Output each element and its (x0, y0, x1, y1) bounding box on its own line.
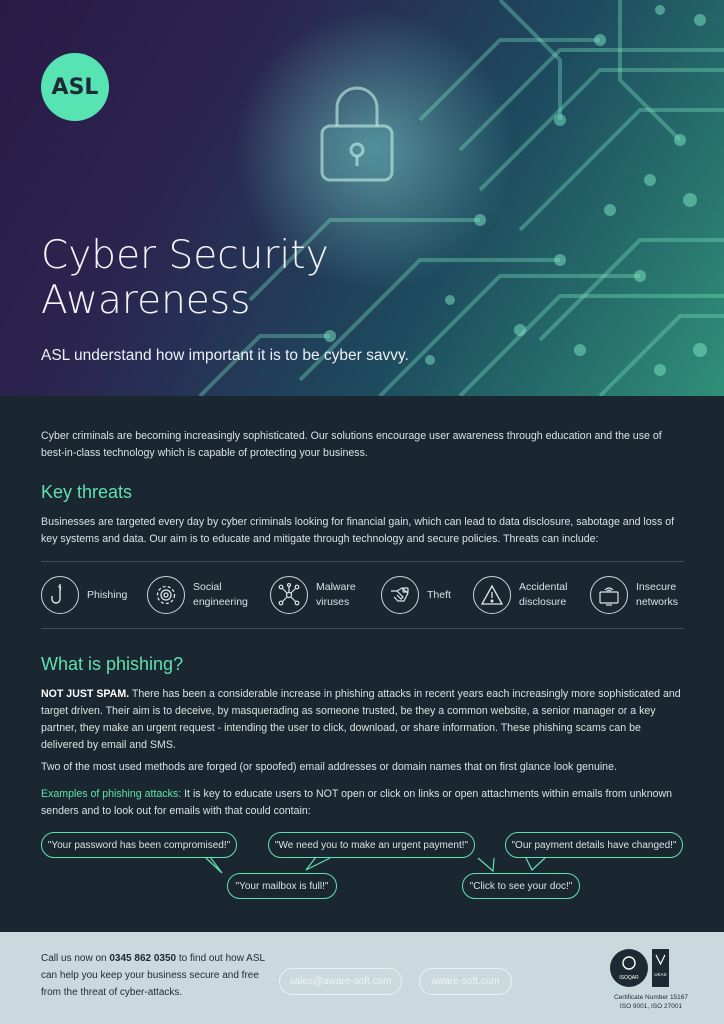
examples-body: It is key to educate users to NOT open or click on links or open attachments within emails from unknown senders and to look out for emails with that could contain: (41, 788, 673, 817)
phishing-example-bubble: "Your mailbox is full!" (227, 873, 337, 899)
certificate-info (596, 993, 706, 1011)
contact-text (41, 950, 281, 1001)
ukas-badge-text: UKAS (654, 972, 667, 977)
threat-label: Theft (427, 588, 451, 601)
phishing-example-bubble: "Your password has been compromised!" (41, 832, 237, 858)
certification-badges (609, 948, 669, 990)
phishing-example-bubble: "We need you to make an urgent payment!" (268, 832, 475, 858)
website-link[interactable]: aware-soft.com (419, 968, 512, 995)
threat-label: Phishing (87, 588, 128, 601)
page-title: Cyber Security Awareness (41, 233, 329, 323)
ukas-badge-icon (652, 949, 669, 987)
key-threats-paragraph: Businesses are targeted every day by cyber criminals looking for financial gain, which can lead to data disclosure, sabotage and loss of key systems and data. Our aim is to educate and mitigate through technology and secure policies. Threats can include: (41, 516, 675, 545)
methods-paragraph: Two of the most used methods are forged (or spoofed) email addresses or domain names that on first glance look genuine. (41, 761, 617, 773)
certificate-number: Certificate Number 15167 (613, 994, 689, 1001)
key-threats-heading: Key threats (41, 482, 133, 502)
email-link[interactable]: sales@aware-soft.com (279, 968, 402, 995)
call-suffix: to find out how ASL can help you keep your business secure and free from the threat of cyber-attacks. (41, 953, 265, 998)
lead-text: NOT JUST SPAM. (41, 688, 130, 700)
phishing-example-bubble: "Our payment details have changed!" (505, 832, 683, 858)
isoqar-badge-text: ISOQAR (619, 975, 639, 981)
threat-label: Social engineering (193, 581, 248, 608)
iso-standards: ISO 9001, ISO 27001 (619, 1003, 683, 1010)
phishing-heading: What is phishing? (41, 654, 184, 674)
logo-text: ASL (51, 74, 99, 100)
intro-paragraph: Cyber criminals are becoming increasingly sophisticated. Our solutions encourage user awareness through education and the use of best-in-class technology which is capable of protecting your business. (41, 430, 662, 459)
phishing-body: There has been a considerable increase in phishing attacks in recent years each increasingly more sophisticated and target driven. Their aim is to deceive, by masquerading as someone trusted, be they a common website, a senior manager or a key partner, they make an urgent request - intending the user to click, download, or share information. These phishing scams can be delivered by email and SMS. (41, 688, 681, 751)
examples-label: Examples of phishing attacks: (41, 788, 182, 800)
page-subtitle: ASL understand how important it is to be cyber savvy. (41, 347, 409, 364)
phone-link[interactable]: 0345 862 0350 (109, 953, 177, 964)
threat-label: Malware viruses (316, 581, 356, 608)
isoqar-badge-icon (610, 949, 648, 987)
phishing-example-bubble: "Click to see your doc!" (462, 873, 580, 899)
threat-label: Accidental disclosure (519, 581, 568, 608)
call-prefix: Call us now on (41, 953, 107, 964)
threat-label: Insecure networks (636, 581, 679, 608)
